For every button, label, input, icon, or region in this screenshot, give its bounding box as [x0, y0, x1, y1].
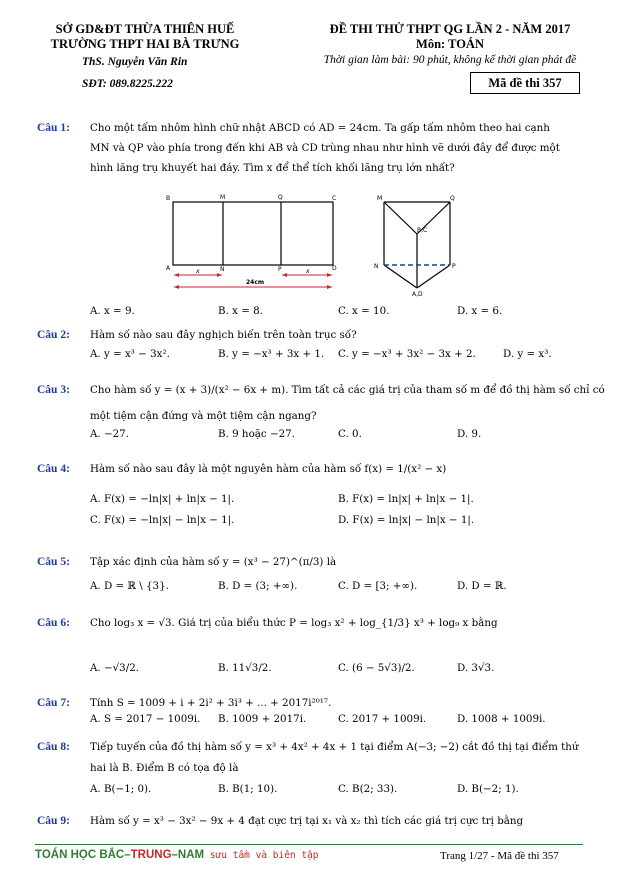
prism-edge [417, 265, 450, 288]
answer-option: D. D = ℝ. [457, 580, 507, 592]
figure-label: P [452, 263, 456, 270]
figure-label: N [220, 266, 225, 273]
aluminium-sheet [173, 202, 333, 265]
exam-subject: Môn: TOÁN [416, 37, 484, 51]
question-text: hình lăng trụ khuyết hai đáy. Tìm x để thể tích khối lăng trụ lớn nhất? [90, 162, 455, 174]
answer-option: D. y = x³. [503, 348, 552, 360]
answer-option: D. 9. [457, 428, 482, 440]
figure-label: Q [278, 194, 283, 201]
footer-brand-tail: sưu tầm và biên tập [204, 850, 319, 861]
answer-option: B. 9 hoặc −27. [218, 428, 295, 440]
answer-option: D. B(−2; 1). [457, 783, 519, 795]
answer-option: A. −√3/2. [90, 662, 140, 674]
footer-rule [35, 844, 583, 845]
question-text: Tiếp tuyến của đồ thị hàm số y = x³ + 4x² + 4x + 1 tại điểm A(−3; −2) cắt đồ thị tại điểm thứ [90, 741, 579, 753]
figure-label: A [166, 265, 171, 272]
exam-title: ĐỀ THI THỬ THPT QG LẦN 2 - NĂM 2017 [329, 22, 571, 36]
answer-option: B. y = −x³ + 3x + 1. [218, 348, 325, 360]
footer-brand-b: TRUNG [130, 849, 172, 861]
question-text: MN và QP vào phía trong đến khi AB và CD trùng nhau như hình vẽ dưới đây để được một [90, 142, 560, 154]
question-text: một tiệm cận đứng và một tiệm cận ngang? [90, 410, 317, 422]
question-text: Cho một tấm nhôm hình chữ nhật ABCD có AD = 24cm. Ta gấp tấm nhôm theo hai cạnh [90, 122, 550, 134]
question-text: Tập xác định của hàm số y = (x³ − 27)^(π/3) là [90, 556, 337, 568]
question-text: Hàm số nào sau đây là một nguyên hàm của hàm số f(x) = 1/(x² − x) [90, 463, 447, 475]
figure-label: N [374, 263, 379, 270]
arrow-head [174, 273, 179, 277]
answer-option: D. x = 6. [457, 305, 503, 317]
question-label: Câu 9: [37, 815, 70, 827]
question-label: Câu 2: [37, 329, 70, 341]
question-text: Cho log₃ x = √3. Giá trị của biểu thức P = log₃ x² + log_{1/3} x³ + log₉ x bằng [90, 617, 498, 629]
prism-edge [384, 202, 417, 234]
folding-figure [160, 190, 460, 300]
department-name: SỞ GD&ĐT THỪA THIÊN HUẾ [55, 22, 235, 36]
question-label: Câu 1: [37, 122, 70, 134]
teacher-name: ThS. Nguyễn Văn Rin [82, 56, 188, 68]
answer-option: B. B(1; 10). [218, 783, 278, 795]
answer-option: C. (6 − 5√3)/2. [338, 662, 415, 674]
question-label: Câu 8: [37, 741, 70, 753]
figure-label: x [196, 268, 200, 275]
question-text: Hàm số y = x³ − 3x² − 9x + 4 đạt cực trị tại x₁ và x₂ thì tích các giá trị cực trị bằng [90, 815, 524, 827]
answer-option: A. B(−1; 0). [90, 783, 152, 795]
answer-option: A. S = 2017 − 1009i. [90, 713, 201, 725]
figure-label: D [332, 265, 337, 272]
answer-option: A. F(x) = −ln|x| + ln|x − 1|. [90, 493, 235, 505]
answer-option: B. F(x) = ln|x| + ln|x − 1|. [338, 493, 474, 505]
footer-brand-c: –NAM [171, 849, 205, 861]
school-name: TRƯỜNG THPT HAI BÀ TRƯNG [50, 37, 240, 51]
arrow-head [327, 273, 332, 277]
answer-option: B. 1009 + 2017i. [218, 713, 307, 725]
answer-option: D. F(x) = ln|x| − ln|x − 1|. [338, 514, 475, 526]
exam-code-box: Mã đề thi 357 [470, 72, 580, 94]
question-label: Câu 6: [37, 617, 70, 629]
answer-option: D. 1008 + 1009i. [457, 713, 546, 725]
answer-option: B. D = (3; +∞). [218, 580, 298, 592]
question-label: Câu 7: [37, 697, 70, 709]
arrow-head [217, 273, 222, 277]
answer-option: C. y = −x³ + 3x² − 3x + 2. [338, 348, 476, 360]
question-text: Hàm số nào sau đây nghịch biến trên toàn trục số? [90, 329, 357, 341]
figure-label: B [166, 195, 171, 202]
answer-option: A. −27. [90, 428, 129, 440]
answer-option: C. D = [3; +∞). [338, 580, 418, 592]
teacher-phone: SĐT: 089.8225.222 [82, 78, 173, 90]
figure-label: Q [450, 195, 455, 202]
question-label: Câu 3: [37, 384, 70, 396]
answer-option: C. 2017 + 1009i. [338, 713, 427, 725]
question-text: hai là B. Điểm B có tọa độ là [90, 762, 239, 774]
figure-label: P [278, 266, 282, 273]
figure-label: B,C [417, 227, 428, 234]
figure-label: C [332, 195, 337, 202]
answer-option: C. 0. [338, 428, 362, 440]
answer-option: B. 11√3/2. [218, 662, 272, 674]
question-label: Câu 5: [37, 556, 70, 568]
arrow-head [174, 285, 179, 289]
prism-edge [384, 265, 417, 288]
exam-time-note: Thời gian làm bài: 90 phút, không kể thời gian phát đề [323, 54, 577, 66]
footer-brand-a: TOÁN HỌC BẮC– [35, 849, 131, 861]
arrow-head [327, 285, 332, 289]
figure-label: 24cm [246, 279, 265, 286]
answer-option: C. B(2; 33). [338, 783, 398, 795]
answer-option: C. x = 10. [338, 305, 390, 317]
figure-label: M [220, 194, 226, 201]
answer-option: D. 3√3. [457, 662, 495, 674]
arrow-head [282, 273, 287, 277]
footer-brand [35, 849, 319, 861]
question-text: Cho hàm số y = (x + 3)/(x² − 6x + m). Tìm tất cả các giá trị của tham số m để đồ thị hàm số chỉ có [90, 384, 605, 396]
figure-label: A,D [412, 291, 423, 298]
answer-option: A. x = 9. [90, 305, 135, 317]
answer-option: A. D = ℝ \ {3}. [90, 580, 169, 592]
answer-option: B. x = 8. [218, 305, 263, 317]
answer-option: C. F(x) = −ln|x| − ln|x − 1|. [90, 514, 235, 526]
page-info: Trang 1/27 - Mã đề thi 357 [440, 850, 559, 862]
question-label: Câu 4: [37, 463, 70, 475]
figure-label: x [306, 268, 310, 275]
question-text: Tính S = 1009 + i + 2i² + 3i³ + ... + 2017i²⁰¹⁷. [90, 697, 332, 709]
answer-option: A. y = x³ − 3x². [90, 348, 170, 360]
figure-label: M [377, 195, 383, 202]
